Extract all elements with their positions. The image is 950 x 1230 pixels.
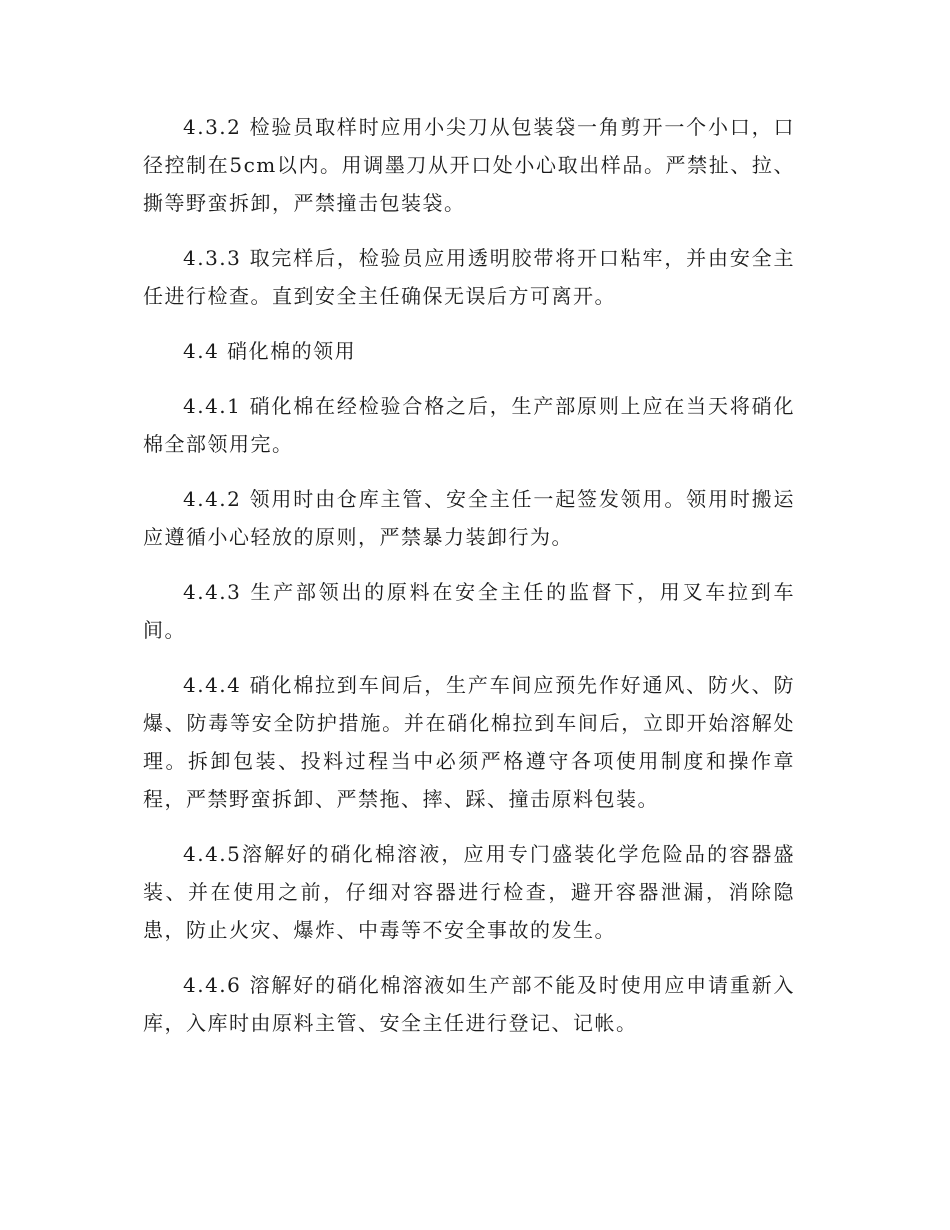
- paragraph-4-4-5: 4.4.5溶解好的硝化棉溶液，应用专门盛装化学危险品的容器盛装、并在使用之前，仔细对容器进行检查，避开容器泄漏，消除隐患，防止火灾、爆炸、中毒等不安全事故的发生。: [143, 842, 795, 942]
- document-body: [143, 108, 795, 1059]
- paragraph-4-4-1: 4.4.1 硝化棉在经检验合格之后，生产部原则上应在当天将硝化棉全部领用完。: [143, 394, 795, 456]
- paragraph-4-4-2: 4.4.2 领用时由仓库主管、安全主任一起签发领用。领用时搬运应遵循小心轻放的原则，严禁暴力装卸行为。: [143, 487, 795, 549]
- paragraph-4-3-3: 4.3.3 取完样后，检验员应用透明胶带将开口粘牢，并由安全主任进行检查。直到安全主任确保无误后方可离开。: [143, 246, 795, 308]
- paragraph-4-4-4: 4.4.4 硝化棉拉到车间后，生产车间应预先作好通风、防火、防爆、防毒等安全防护措施。并在硝化棉拉到车间后，立即开始溶解处理。拆卸包装、投料过程当中必须严格遵守各项使用制度和操作章程，严禁野蛮拆卸、严禁拖、摔、踩、撞击原料包装。: [143, 673, 795, 811]
- paragraph-4-4-6: 4.4.6 溶解好的硝化棉溶液如生产部不能及时使用应申请重新入库，入库时由原料主管、安全主任进行登记、记帐。: [143, 973, 795, 1035]
- section-heading-4-4: 4.4 硝化棉的领用: [183, 339, 357, 363]
- paragraph-4-4-3: 4.4.3 生产部领出的原料在安全主任的监督下，用叉车拉到车间。: [143, 580, 795, 642]
- paragraph-4-3-2: 4.3.2 检验员取样时应用小尖刀从包装袋一角剪开一个小口，口径控制在5cm以内。用调墨刀从开口处小心取出样品。严禁扯、拉、撕等野蛮拆卸，严禁撞击包装袋。: [143, 115, 795, 215]
